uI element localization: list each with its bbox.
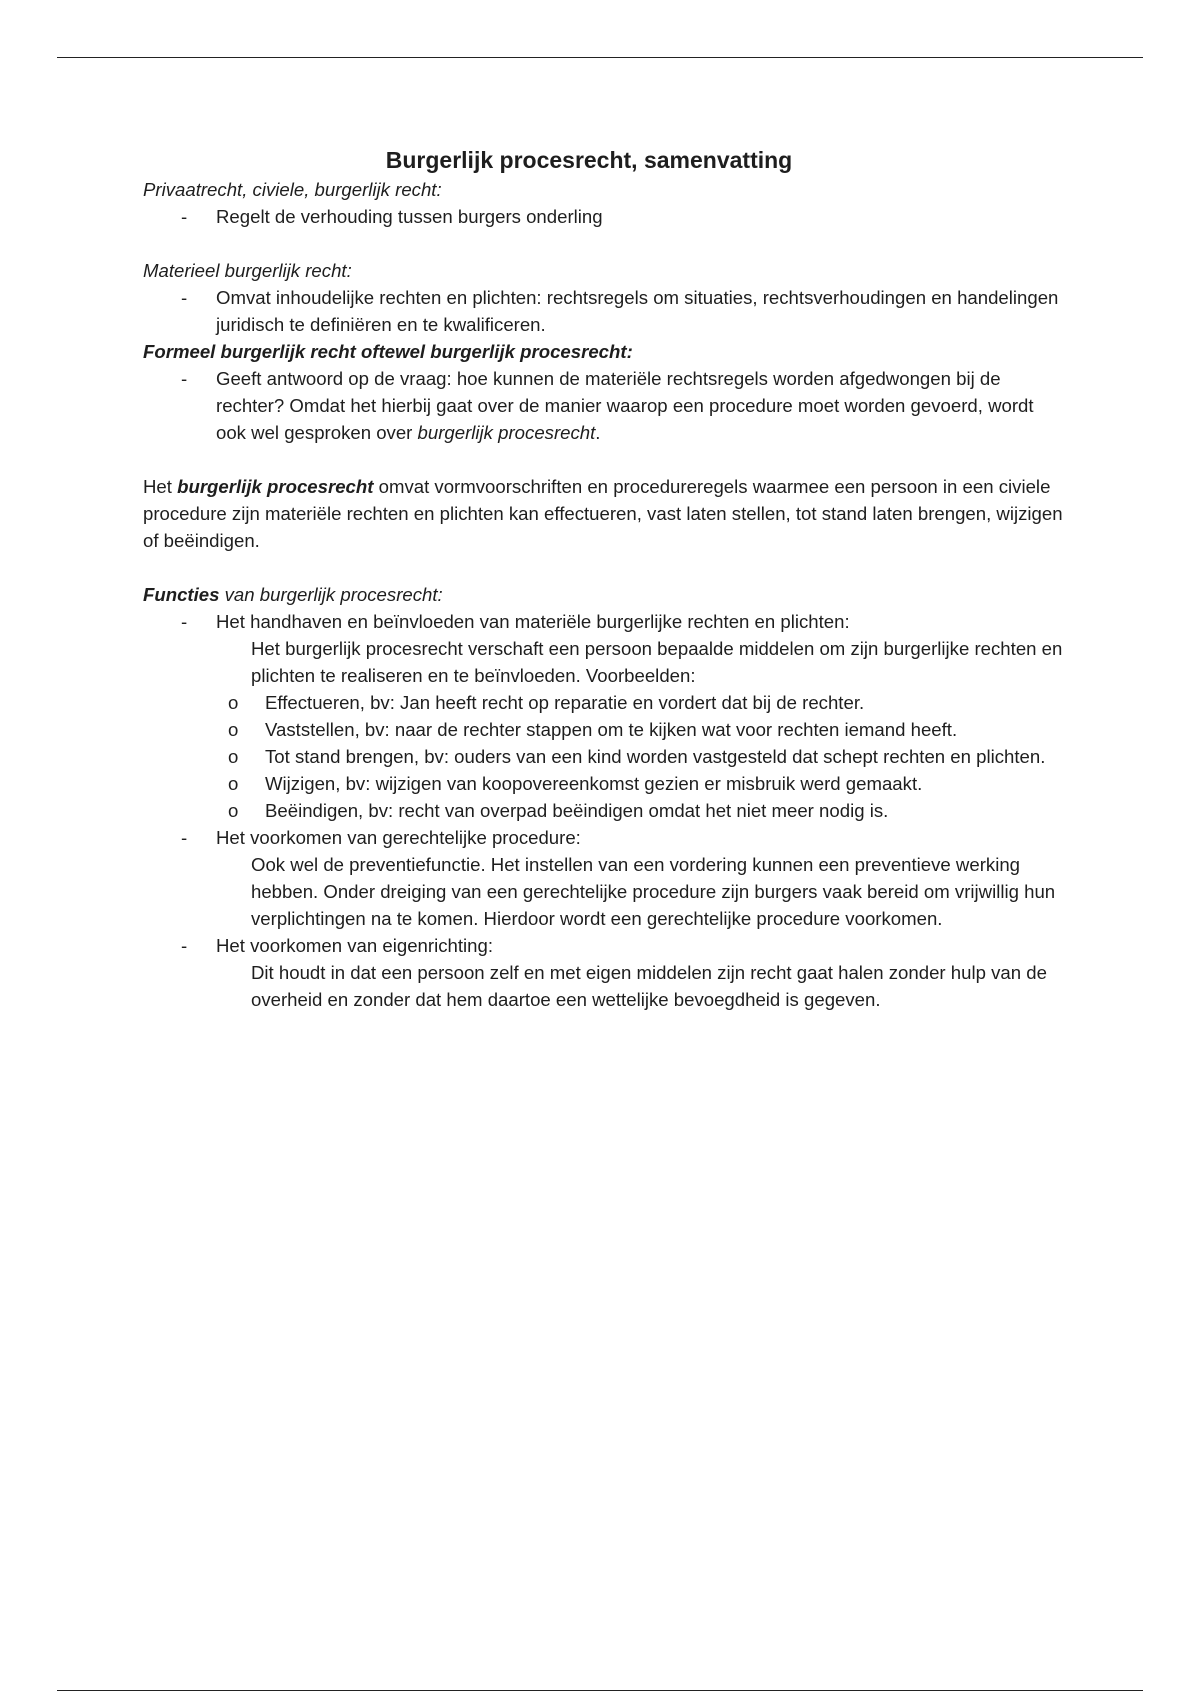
functies-heading [143,581,1063,608]
dash-marker: - [181,206,188,227]
functie-text: Ook wel de preventiefunctie. Het instellen van een vordering kunnen een preventieve werking hebben. Onder dreiging van een gerechtelijke procedure zijn burgers vaak bereid om vrijwillig hun verplichtingen na te komen. Hierdoor wordt een gerechtelijke procedure voorkomen. [251,854,1056,929]
definition-emphasis: burgerlijk procesrecht [177,476,374,497]
example-text: Effectueren, bv: Jan heeft recht op reparatie en vordert dat bij de rechter. [265,692,865,713]
privaatrecht-heading: Privaatrecht, civiele, burgerlijk recht: [143,179,442,200]
definition-rest: omvat vormvoorschriften en procedureregels waarmee een persoon in een civiele procedure zijn materiële rechten en plichten kan effectueren, vast laten stellen, tot stand laten brengen, wijzigen of beëindigen. [143,476,1063,551]
circle-marker: o [228,692,239,713]
circle-marker: o [228,773,239,794]
functie-text: Dit houdt in dat een persoon zelf en met eigen middelen zijn recht gaat halen zonder hulp van de overheid en zonder dat hem daartoe een wettelijke bevoegdheid is gegeven. [251,962,1047,1010]
functie-item [143,608,1063,635]
functies-heading-rest: van burgerlijk procesrecht: [219,584,443,605]
formeel-bullet-emphasis: burgerlijk procesrecht [417,422,596,443]
privaatrecht-bullet [143,203,1063,230]
document-body [143,144,1063,1013]
circle-marker: o [228,800,239,821]
circle-marker: o [228,746,239,767]
example-text: Vaststellen, bv: naar de rechter stappen om te kijken wat voor rechten iemand heeft. [265,719,958,740]
definition-start: Het [143,476,178,497]
example-item [143,797,1063,824]
formeel-bullet-end: . [595,422,601,443]
functie-label: Het voorkomen van gerechtelijke procedure: [216,827,581,848]
formeel-bullet-text: Geeft antwoord op de vraag: hoe kunnen de materiële rechtsregels worden afgedwongen bij de rechter? Omdat het hierbij gaat over de manier waarop een procedure moet worden gevoerd, wordt ook wel gesproken over [216,368,1034,443]
functie-label: Het handhaven en beïnvloeden van materiële burgerlijke rechten en plichten: [216,611,850,632]
functie-item [143,824,1063,851]
functie-text: Het burgerlijk procesrecht verschaft een persoon bepaalde middelen om zijn burgerlijke rechten en plichten te realiseren en te beïnvloeden. Voorbeelden: [251,638,1063,686]
example-item [143,689,1063,716]
example-text: Wijzigen, bv: wijzigen van koopovereenkomst gezien er misbruik werd gemaakt. [265,773,923,794]
functie-label: Het voorkomen van eigenrichting: [216,935,493,956]
dash-marker: - [181,827,188,848]
materieel-heading: Materieel burgerlijk recht: [143,260,352,281]
footer-rule [57,1690,1143,1691]
materieel-bullet-text: Omvat inhoudelijke rechten en plichten: rechtsregels om situaties, rechtsverhoudingen en handelingen juridisch te definiëren en te kwalificeren. [216,287,1059,335]
document-title: Burgerlijk procesrecht, samenvatting [385,147,793,173]
privaatrecht-bullet-text: Regelt de verhouding tussen burgers onderling [216,206,603,227]
example-item [143,716,1063,743]
dash-marker: - [181,287,188,308]
example-text: Tot stand brengen, bv: ouders van een kind worden vastgesteld dat schept rechten en plichten. [265,746,1046,767]
example-text: Beëindigen, bv: recht van overpad beëindigen omdat het niet meer nodig is. [265,800,889,821]
functies-heading-bold: Functies [143,584,220,605]
definition-paragraph [143,473,1063,554]
functie-item [143,932,1063,959]
circle-marker: o [228,719,239,740]
dash-marker: - [181,935,188,956]
example-item [143,770,1063,797]
header-rule [57,57,1143,58]
formeel-bullet [143,365,1063,446]
dash-marker: - [181,611,188,632]
materieel-bullet [143,284,1063,338]
dash-marker: - [181,368,188,389]
example-item [143,743,1063,770]
formeel-heading: Formeel burgerlijk recht oftewel burgerlijk procesrecht: [143,341,633,362]
